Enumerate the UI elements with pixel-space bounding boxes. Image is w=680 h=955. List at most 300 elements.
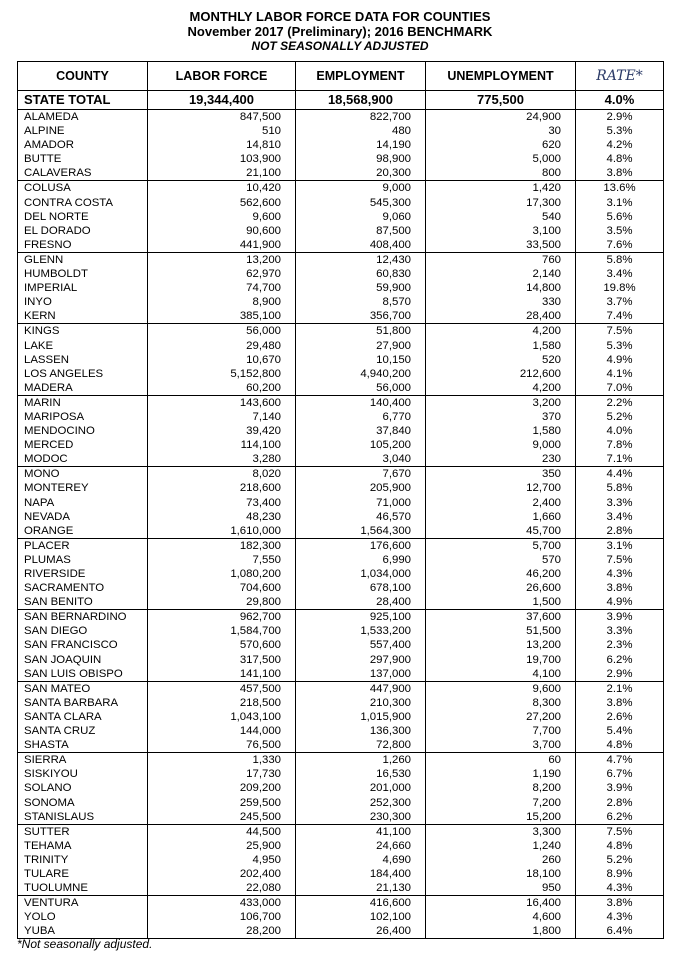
cell-employment: 416,600 [296, 896, 426, 911]
table-row [18, 824, 664, 839]
table-row [18, 181, 664, 196]
cell-labor-force: 143,600 [148, 395, 296, 410]
cell-county-name: MADERA [18, 381, 148, 396]
cell-employment: 56,000 [296, 381, 426, 396]
table-row [18, 781, 664, 795]
cell-labor-force: 433,000 [148, 896, 296, 911]
cell-unemployment: 2,400 [426, 496, 576, 510]
cell-county-name: KERN [18, 309, 148, 324]
cell-county-name: TUOLUMNE [18, 881, 148, 896]
cell-rate: 4.3% [576, 910, 664, 924]
cell-rate: 3.4% [576, 510, 664, 524]
cell-employment: 356,700 [296, 309, 426, 324]
cell-unemployment: 3,200 [426, 395, 576, 410]
cell-unemployment: 3,700 [426, 738, 576, 753]
cell-unemployment: 51,500 [426, 624, 576, 638]
cell-county-name: SAN JOAQUIN [18, 653, 148, 667]
cell-county-name: INYO [18, 295, 148, 309]
cell-rate: 4.8% [576, 839, 664, 853]
cell-county-name: TRINITY [18, 853, 148, 867]
cell-county-name: EL DORADO [18, 224, 148, 238]
cell-rate: 4.9% [576, 353, 664, 367]
table-row [18, 510, 664, 524]
cell-unemployment: 4,200 [426, 324, 576, 339]
cell-rate: 5.8% [576, 481, 664, 495]
cell-unemployment: 5,000 [426, 152, 576, 166]
cell-rate: 7.5% [576, 824, 664, 839]
cell-labor-force: 847,500 [148, 110, 296, 125]
cell-employment: 480 [296, 124, 426, 138]
cell-rate: 5.3% [576, 339, 664, 353]
cell-county-name: ALPINE [18, 124, 148, 138]
cell-employment: 230,300 [296, 810, 426, 825]
table-row [18, 238, 664, 253]
table-row [18, 381, 664, 396]
cell-rate: 4.8% [576, 738, 664, 753]
cell-county-name: TULARE [18, 867, 148, 881]
state-total-labor-force: 19,344,400 [148, 91, 296, 110]
cell-rate: 7.4% [576, 309, 664, 324]
header-unemployment: UNEMPLOYMENT [426, 62, 576, 91]
cell-labor-force: 14,810 [148, 138, 296, 152]
cell-unemployment: 7,200 [426, 796, 576, 810]
cell-unemployment: 1,190 [426, 767, 576, 781]
cell-rate: 2.8% [576, 524, 664, 539]
cell-employment: 4,690 [296, 853, 426, 867]
cell-labor-force: 114,100 [148, 438, 296, 452]
cell-labor-force: 8,020 [148, 467, 296, 482]
cell-county-name: SIERRA [18, 753, 148, 768]
cell-unemployment: 17,300 [426, 196, 576, 210]
cell-county-name: MERCED [18, 438, 148, 452]
cell-labor-force: 202,400 [148, 867, 296, 881]
cell-county-name: LOS ANGELES [18, 367, 148, 381]
cell-county-name: SONOMA [18, 796, 148, 810]
cell-employment: 210,300 [296, 696, 426, 710]
cell-county-name: KINGS [18, 324, 148, 339]
cell-labor-force: 29,800 [148, 595, 296, 610]
cell-rate: 7.8% [576, 438, 664, 452]
table-row [18, 481, 664, 495]
cell-labor-force: 10,670 [148, 353, 296, 367]
cell-employment: 46,570 [296, 510, 426, 524]
cell-employment: 297,900 [296, 653, 426, 667]
cell-employment: 6,770 [296, 410, 426, 424]
cell-unemployment: 7,700 [426, 724, 576, 738]
state-total-unemployment: 775,500 [426, 91, 576, 110]
cell-employment: 10,150 [296, 353, 426, 367]
cell-unemployment: 9,600 [426, 681, 576, 696]
table-row [18, 438, 664, 452]
state-total-name: STATE TOTAL [18, 91, 148, 110]
table-row [18, 581, 664, 595]
cell-county-name: SAN DIEGO [18, 624, 148, 638]
cell-county-name: FRESNO [18, 238, 148, 253]
cell-unemployment: 230 [426, 452, 576, 467]
cell-rate: 5.8% [576, 252, 664, 267]
header-county: COUNTY [18, 62, 148, 91]
cell-employment: 16,530 [296, 767, 426, 781]
cell-rate: 2.8% [576, 796, 664, 810]
cell-employment: 9,000 [296, 181, 426, 196]
cell-rate: 4.8% [576, 152, 664, 166]
cell-employment: 105,200 [296, 438, 426, 452]
cell-county-name: MONO [18, 467, 148, 482]
cell-unemployment: 33,500 [426, 238, 576, 253]
cell-unemployment: 1,500 [426, 595, 576, 610]
cell-employment: 9,060 [296, 210, 426, 224]
cell-county-name: COLUSA [18, 181, 148, 196]
cell-rate: 4.3% [576, 567, 664, 581]
table-row [18, 166, 664, 181]
header-employment: EMPLOYMENT [296, 62, 426, 91]
cell-unemployment: 3,100 [426, 224, 576, 238]
cell-labor-force: 317,500 [148, 653, 296, 667]
cell-labor-force: 259,500 [148, 796, 296, 810]
cell-county-name: STANISLAUS [18, 810, 148, 825]
cell-labor-force: 74,700 [148, 281, 296, 295]
cell-labor-force: 25,900 [148, 839, 296, 853]
table-row [18, 910, 664, 924]
table-row [18, 410, 664, 424]
cell-county-name: SISKIYOU [18, 767, 148, 781]
table-row [18, 138, 664, 152]
cell-rate: 6.7% [576, 767, 664, 781]
state-total-employment: 18,568,900 [296, 91, 426, 110]
cell-county-name: YOLO [18, 910, 148, 924]
cell-county-name: MODOC [18, 452, 148, 467]
table-row [18, 738, 664, 753]
cell-rate: 4.1% [576, 367, 664, 381]
cell-employment: 6,990 [296, 553, 426, 567]
cell-labor-force: 106,700 [148, 910, 296, 924]
cell-employment: 140,400 [296, 395, 426, 410]
header-labor-force: LABOR FORCE [148, 62, 296, 91]
cell-labor-force: 3,280 [148, 452, 296, 467]
cell-unemployment: 4,200 [426, 381, 576, 396]
cell-rate: 3.9% [576, 781, 664, 795]
cell-labor-force: 4,950 [148, 853, 296, 867]
cell-employment: 545,300 [296, 196, 426, 210]
cell-county-name: SHASTA [18, 738, 148, 753]
header-row [18, 62, 664, 91]
cell-employment: 925,100 [296, 610, 426, 625]
cell-county-name: CALAVERAS [18, 166, 148, 181]
table-row [18, 152, 664, 166]
table-row [18, 896, 664, 911]
cell-rate: 4.4% [576, 467, 664, 482]
cell-unemployment: 4,100 [426, 667, 576, 682]
cell-labor-force: 76,500 [148, 738, 296, 753]
table-row [18, 295, 664, 309]
state-total-row [18, 91, 664, 110]
cell-rate: 4.7% [576, 753, 664, 768]
cell-rate: 5.3% [576, 124, 664, 138]
cell-rate: 7.0% [576, 381, 664, 396]
table-row [18, 853, 664, 867]
cell-labor-force: 245,500 [148, 810, 296, 825]
cell-rate: 3.8% [576, 696, 664, 710]
cell-employment: 12,430 [296, 252, 426, 267]
cell-labor-force: 1,610,000 [148, 524, 296, 539]
cell-unemployment: 9,000 [426, 438, 576, 452]
table-row [18, 867, 664, 881]
table-row [18, 110, 664, 125]
cell-employment: 28,400 [296, 595, 426, 610]
cell-rate: 5.4% [576, 724, 664, 738]
cell-labor-force: 10,420 [148, 181, 296, 196]
cell-labor-force: 73,400 [148, 496, 296, 510]
cell-employment: 8,570 [296, 295, 426, 309]
cell-unemployment: 24,900 [426, 110, 576, 125]
cell-employment: 447,900 [296, 681, 426, 696]
cell-rate: 3.8% [576, 896, 664, 911]
cell-rate: 2.6% [576, 710, 664, 724]
cell-employment: 102,100 [296, 910, 426, 924]
cell-unemployment: 60 [426, 753, 576, 768]
cell-labor-force: 56,000 [148, 324, 296, 339]
cell-rate: 2.3% [576, 638, 664, 652]
cell-county-name: MONTEREY [18, 481, 148, 495]
cell-employment: 14,190 [296, 138, 426, 152]
table-row [18, 767, 664, 781]
cell-unemployment: 1,580 [426, 424, 576, 438]
table-row [18, 324, 664, 339]
table-row [18, 653, 664, 667]
cell-labor-force: 21,100 [148, 166, 296, 181]
cell-unemployment: 1,580 [426, 339, 576, 353]
cell-rate: 5.2% [576, 853, 664, 867]
cell-labor-force: 704,600 [148, 581, 296, 595]
cell-unemployment: 212,600 [426, 367, 576, 381]
cell-labor-force: 457,500 [148, 681, 296, 696]
cell-labor-force: 48,230 [148, 510, 296, 524]
table-row [18, 724, 664, 738]
cell-labor-force: 182,300 [148, 538, 296, 553]
cell-employment: 557,400 [296, 638, 426, 652]
table-row [18, 624, 664, 638]
cell-rate: 3.7% [576, 295, 664, 309]
cell-labor-force: 60,200 [148, 381, 296, 396]
table-row [18, 696, 664, 710]
cell-employment: 98,900 [296, 152, 426, 166]
cell-rate: 4.2% [576, 138, 664, 152]
cell-labor-force: 218,600 [148, 481, 296, 495]
cell-labor-force: 1,043,100 [148, 710, 296, 724]
cell-rate: 5.6% [576, 210, 664, 224]
cell-rate: 3.3% [576, 624, 664, 638]
cell-unemployment: 8,200 [426, 781, 576, 795]
cell-labor-force: 1,080,200 [148, 567, 296, 581]
cell-county-name: IMPERIAL [18, 281, 148, 295]
cell-labor-force: 962,700 [148, 610, 296, 625]
cell-employment: 24,660 [296, 839, 426, 853]
cell-unemployment: 28,400 [426, 309, 576, 324]
table-row [18, 638, 664, 652]
cell-labor-force: 144,000 [148, 724, 296, 738]
cell-county-name: ORANGE [18, 524, 148, 539]
cell-employment: 1,034,000 [296, 567, 426, 581]
cell-county-name: GLENN [18, 252, 148, 267]
cell-unemployment: 46,200 [426, 567, 576, 581]
cell-county-name: SAN BERNARDINO [18, 610, 148, 625]
cell-rate: 7.5% [576, 324, 664, 339]
cell-county-name: MARIN [18, 395, 148, 410]
cell-rate: 2.9% [576, 110, 664, 125]
cell-unemployment: 760 [426, 252, 576, 267]
cell-unemployment: 14,800 [426, 281, 576, 295]
table-row [18, 839, 664, 853]
cell-rate: 6.2% [576, 810, 664, 825]
cell-unemployment: 19,700 [426, 653, 576, 667]
cell-county-name: PLACER [18, 538, 148, 553]
cell-county-name: SAN LUIS OBISPO [18, 667, 148, 682]
table-row [18, 496, 664, 510]
cell-county-name: SANTA CLARA [18, 710, 148, 724]
cell-employment: 822,700 [296, 110, 426, 125]
cell-county-name: PLUMAS [18, 553, 148, 567]
table-row [18, 610, 664, 625]
cell-unemployment: 4,600 [426, 910, 576, 924]
cell-county-name: SUTTER [18, 824, 148, 839]
table-row [18, 281, 664, 295]
cell-county-name: SANTA CRUZ [18, 724, 148, 738]
cell-labor-force: 90,600 [148, 224, 296, 238]
cell-county-name: SAN FRANCISCO [18, 638, 148, 652]
table-row [18, 452, 664, 467]
cell-labor-force: 39,420 [148, 424, 296, 438]
cell-employment: 27,900 [296, 339, 426, 353]
cell-labor-force: 29,480 [148, 339, 296, 353]
table-row [18, 753, 664, 768]
footnote: *Not seasonally adjusted. [17, 937, 153, 951]
cell-employment: 59,900 [296, 281, 426, 295]
cell-county-name: VENTURA [18, 896, 148, 911]
cell-rate: 3.4% [576, 267, 664, 281]
cell-employment: 176,600 [296, 538, 426, 553]
cell-employment: 41,100 [296, 824, 426, 839]
cell-employment: 37,840 [296, 424, 426, 438]
cell-employment: 51,800 [296, 324, 426, 339]
cell-employment: 3,040 [296, 452, 426, 467]
table-row [18, 681, 664, 696]
cell-employment: 26,400 [296, 924, 426, 939]
table-row [18, 595, 664, 610]
cell-labor-force: 218,500 [148, 696, 296, 710]
table-row [18, 309, 664, 324]
cell-county-name: MENDOCINO [18, 424, 148, 438]
cell-unemployment: 1,800 [426, 924, 576, 939]
cell-unemployment: 570 [426, 553, 576, 567]
cell-unemployment: 1,660 [426, 510, 576, 524]
cell-labor-force: 22,080 [148, 881, 296, 896]
cell-employment: 7,670 [296, 467, 426, 482]
cell-rate: 3.1% [576, 538, 664, 553]
cell-county-name: SAN MATEO [18, 681, 148, 696]
cell-unemployment: 520 [426, 353, 576, 367]
table-row [18, 124, 664, 138]
table-row [18, 353, 664, 367]
cell-labor-force: 385,100 [148, 309, 296, 324]
cell-employment: 1,564,300 [296, 524, 426, 539]
cell-county-name: SACRAMENTO [18, 581, 148, 595]
cell-employment: 1,015,900 [296, 710, 426, 724]
cell-county-name: YUBA [18, 924, 148, 939]
cell-unemployment: 16,400 [426, 896, 576, 911]
cell-employment: 184,400 [296, 867, 426, 881]
cell-county-name: RIVERSIDE [18, 567, 148, 581]
cell-employment: 1,533,200 [296, 624, 426, 638]
cell-rate: 4.3% [576, 881, 664, 896]
table-row [18, 796, 664, 810]
cell-employment: 252,300 [296, 796, 426, 810]
cell-county-name: CONTRA COSTA [18, 196, 148, 210]
table-row [18, 196, 664, 210]
cell-rate: 3.5% [576, 224, 664, 238]
cell-county-name: SANTA BARBARA [18, 696, 148, 710]
table-row [18, 367, 664, 381]
cell-unemployment: 30 [426, 124, 576, 138]
cell-rate: 7.5% [576, 553, 664, 567]
cell-unemployment: 800 [426, 166, 576, 181]
cell-employment: 205,900 [296, 481, 426, 495]
cell-employment: 201,000 [296, 781, 426, 795]
cell-unemployment: 26,600 [426, 581, 576, 595]
cell-county-name: DEL NORTE [18, 210, 148, 224]
cell-county-name: BUTTE [18, 152, 148, 166]
cell-employment: 20,300 [296, 166, 426, 181]
cell-unemployment: 540 [426, 210, 576, 224]
cell-labor-force: 17,730 [148, 767, 296, 781]
cell-rate: 19.8% [576, 281, 664, 295]
cell-rate: 3.8% [576, 581, 664, 595]
cell-labor-force: 7,140 [148, 410, 296, 424]
table-row [18, 210, 664, 224]
cell-unemployment: 8,300 [426, 696, 576, 710]
cell-employment: 71,000 [296, 496, 426, 510]
cell-unemployment: 12,700 [426, 481, 576, 495]
cell-unemployment: 45,700 [426, 524, 576, 539]
cell-labor-force: 562,600 [148, 196, 296, 210]
table-row [18, 667, 664, 682]
cell-county-name: TEHAMA [18, 839, 148, 853]
cell-labor-force: 9,600 [148, 210, 296, 224]
report-subtitle: November 2017 (Preliminary); 2016 BENCHMARK [187, 24, 493, 39]
cell-labor-force: 13,200 [148, 252, 296, 267]
cell-rate: 3.8% [576, 166, 664, 181]
cell-employment: 678,100 [296, 581, 426, 595]
cell-employment: 21,130 [296, 881, 426, 896]
cell-employment: 4,940,200 [296, 367, 426, 381]
labor-force-table [17, 61, 664, 939]
cell-employment: 60,830 [296, 267, 426, 281]
cell-unemployment: 27,200 [426, 710, 576, 724]
cell-rate: 2.2% [576, 395, 664, 410]
cell-labor-force: 28,200 [148, 924, 296, 939]
table-row [18, 567, 664, 581]
cell-rate: 7.1% [576, 452, 664, 467]
cell-labor-force: 8,900 [148, 295, 296, 309]
cell-labor-force: 570,600 [148, 638, 296, 652]
table-row [18, 424, 664, 438]
cell-rate: 7.6% [576, 238, 664, 253]
table-row [18, 810, 664, 825]
cell-county-name: HUMBOLDT [18, 267, 148, 281]
table-row [18, 339, 664, 353]
cell-labor-force: 5,152,800 [148, 367, 296, 381]
table-row [18, 524, 664, 539]
cell-unemployment: 370 [426, 410, 576, 424]
